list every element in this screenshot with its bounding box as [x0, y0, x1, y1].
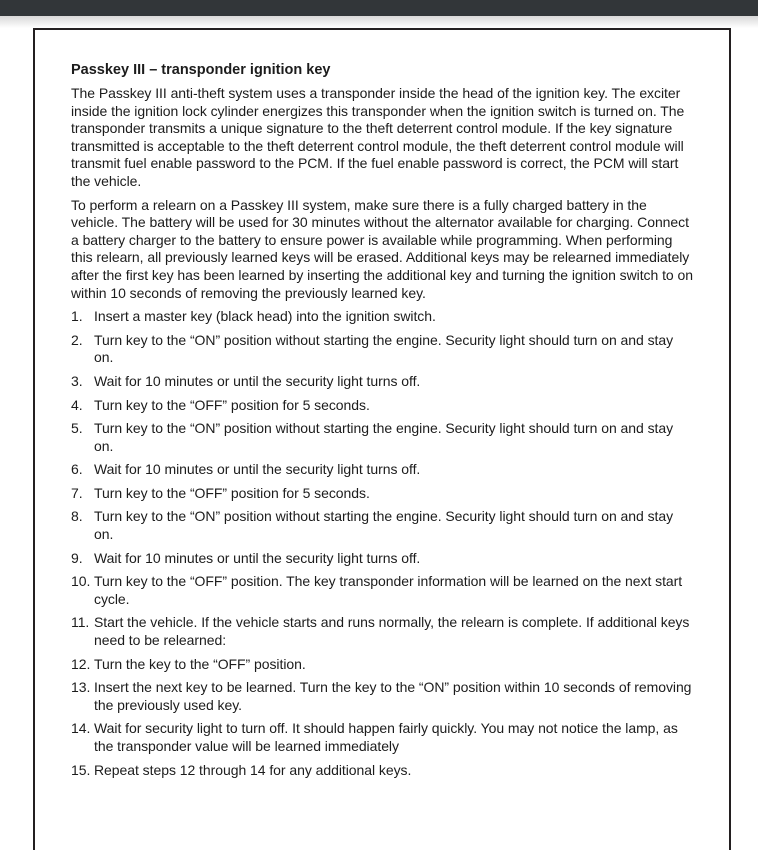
document-page — [33, 28, 731, 850]
step-text: Turn the key to the “OFF” position. — [94, 655, 306, 672]
step-item — [71, 720, 695, 755]
step-text: Insert a master key (black head) into the ignition switch. — [94, 308, 436, 325]
page-content — [71, 61, 695, 785]
step-number: 8. — [71, 508, 83, 525]
step-item — [71, 762, 695, 780]
step-item — [71, 397, 695, 415]
step-number: 10. — [71, 573, 91, 590]
step-item — [71, 573, 695, 608]
relearn-paragraph: To perform a relearn on a Passkey III system, make sure there is a fully charged battery in the vehicle. The battery will be used for 30 minutes without the alternator available for charging. Connect a battery charger to the battery to ensure power is available while programming. When performing this relearn, all previously learned keys will be erased. Additional keys may be relearned immediately after the first key has been learned by inserting the additional key and turning the ignition switch to on within 10 seconds of removing the previously learned key. — [71, 196, 693, 301]
step-number: 6. — [71, 461, 83, 478]
step-item — [71, 420, 695, 455]
step-number: 12. — [71, 655, 91, 672]
step-number: 13. — [71, 679, 91, 696]
step-item — [71, 508, 695, 543]
step-item — [71, 485, 695, 503]
steps-list — [71, 308, 695, 779]
step-item — [71, 550, 695, 568]
step-item — [71, 614, 695, 649]
step-item — [71, 461, 695, 479]
step-text: Turn key to the “ON” position without starting the engine. Security light should turn on and stay on. — [94, 508, 674, 543]
section-title: Passkey III – transponder ignition key — [71, 62, 331, 78]
step-number: 7. — [71, 484, 83, 501]
step-text: Turn key to the “OFF” position for 5 seconds. — [94, 396, 370, 413]
step-item — [71, 332, 695, 367]
step-text: Wait for security light to turn off. It should happen fairly quickly. You may not notice the lamp, as the transponder value will be learned immediately — [94, 720, 678, 754]
step-text: Turn key to the “ON” position without starting the engine. Security light should turn on and stay on. — [94, 331, 674, 366]
step-item — [71, 656, 695, 674]
step-number: 1. — [71, 308, 83, 325]
step-text: Wait for 10 minutes or until the security light turns off. — [94, 372, 421, 389]
step-number: 9. — [71, 549, 83, 566]
step-text: Insert the next key to be learned. Turn the key to the “ON” position within 10 seconds of removing the previously used key. — [94, 679, 692, 713]
step-number: 5. — [71, 420, 83, 437]
toolbar-shadow — [0, 16, 758, 28]
step-text: Repeat steps 12 through 14 for any additional keys. — [94, 761, 412, 778]
step-number: 2. — [71, 331, 83, 348]
step-item — [71, 679, 695, 714]
step-number: 3. — [71, 372, 83, 389]
step-text: Turn key to the “OFF” position. The key transponder information will be learned on the next start cycle. — [94, 573, 683, 607]
intro-paragraph: The Passkey III anti-theft system uses a transponder inside the head of the ignition key. The exciter inside the ignition lock cylinder energizes this transponder when the ignition switch is turned on. The transponder transmits a unique signature to the theft deterrent control module. If the key signature transmitted is acceptable to the theft deterrent control module, the theft deterrent control module will transmit fuel enable password to the PCM. If the fuel enable password is correct, the PCM will start the vehicle. — [71, 85, 685, 189]
step-number: 14. — [71, 720, 91, 737]
viewer-toolbar — [0, 0, 758, 16]
step-text: Start the vehicle. If the vehicle starts and runs normally, the relearn is complete. If additional keys need to be relearned: — [94, 614, 690, 649]
step-item — [71, 308, 695, 326]
step-number: 4. — [71, 396, 83, 413]
step-text: Wait for 10 minutes or until the security light turns off. — [94, 549, 421, 566]
step-text: Turn key to the “ON” position without starting the engine. Security light should turn on and stay on. — [94, 420, 674, 454]
step-text: Turn key to the “OFF” position for 5 seconds. — [94, 484, 370, 501]
step-number: 11. — [71, 614, 90, 631]
step-number: 15. — [71, 761, 91, 778]
step-text: Wait for 10 minutes or until the security light turns off. — [94, 461, 421, 478]
step-item — [71, 373, 695, 391]
